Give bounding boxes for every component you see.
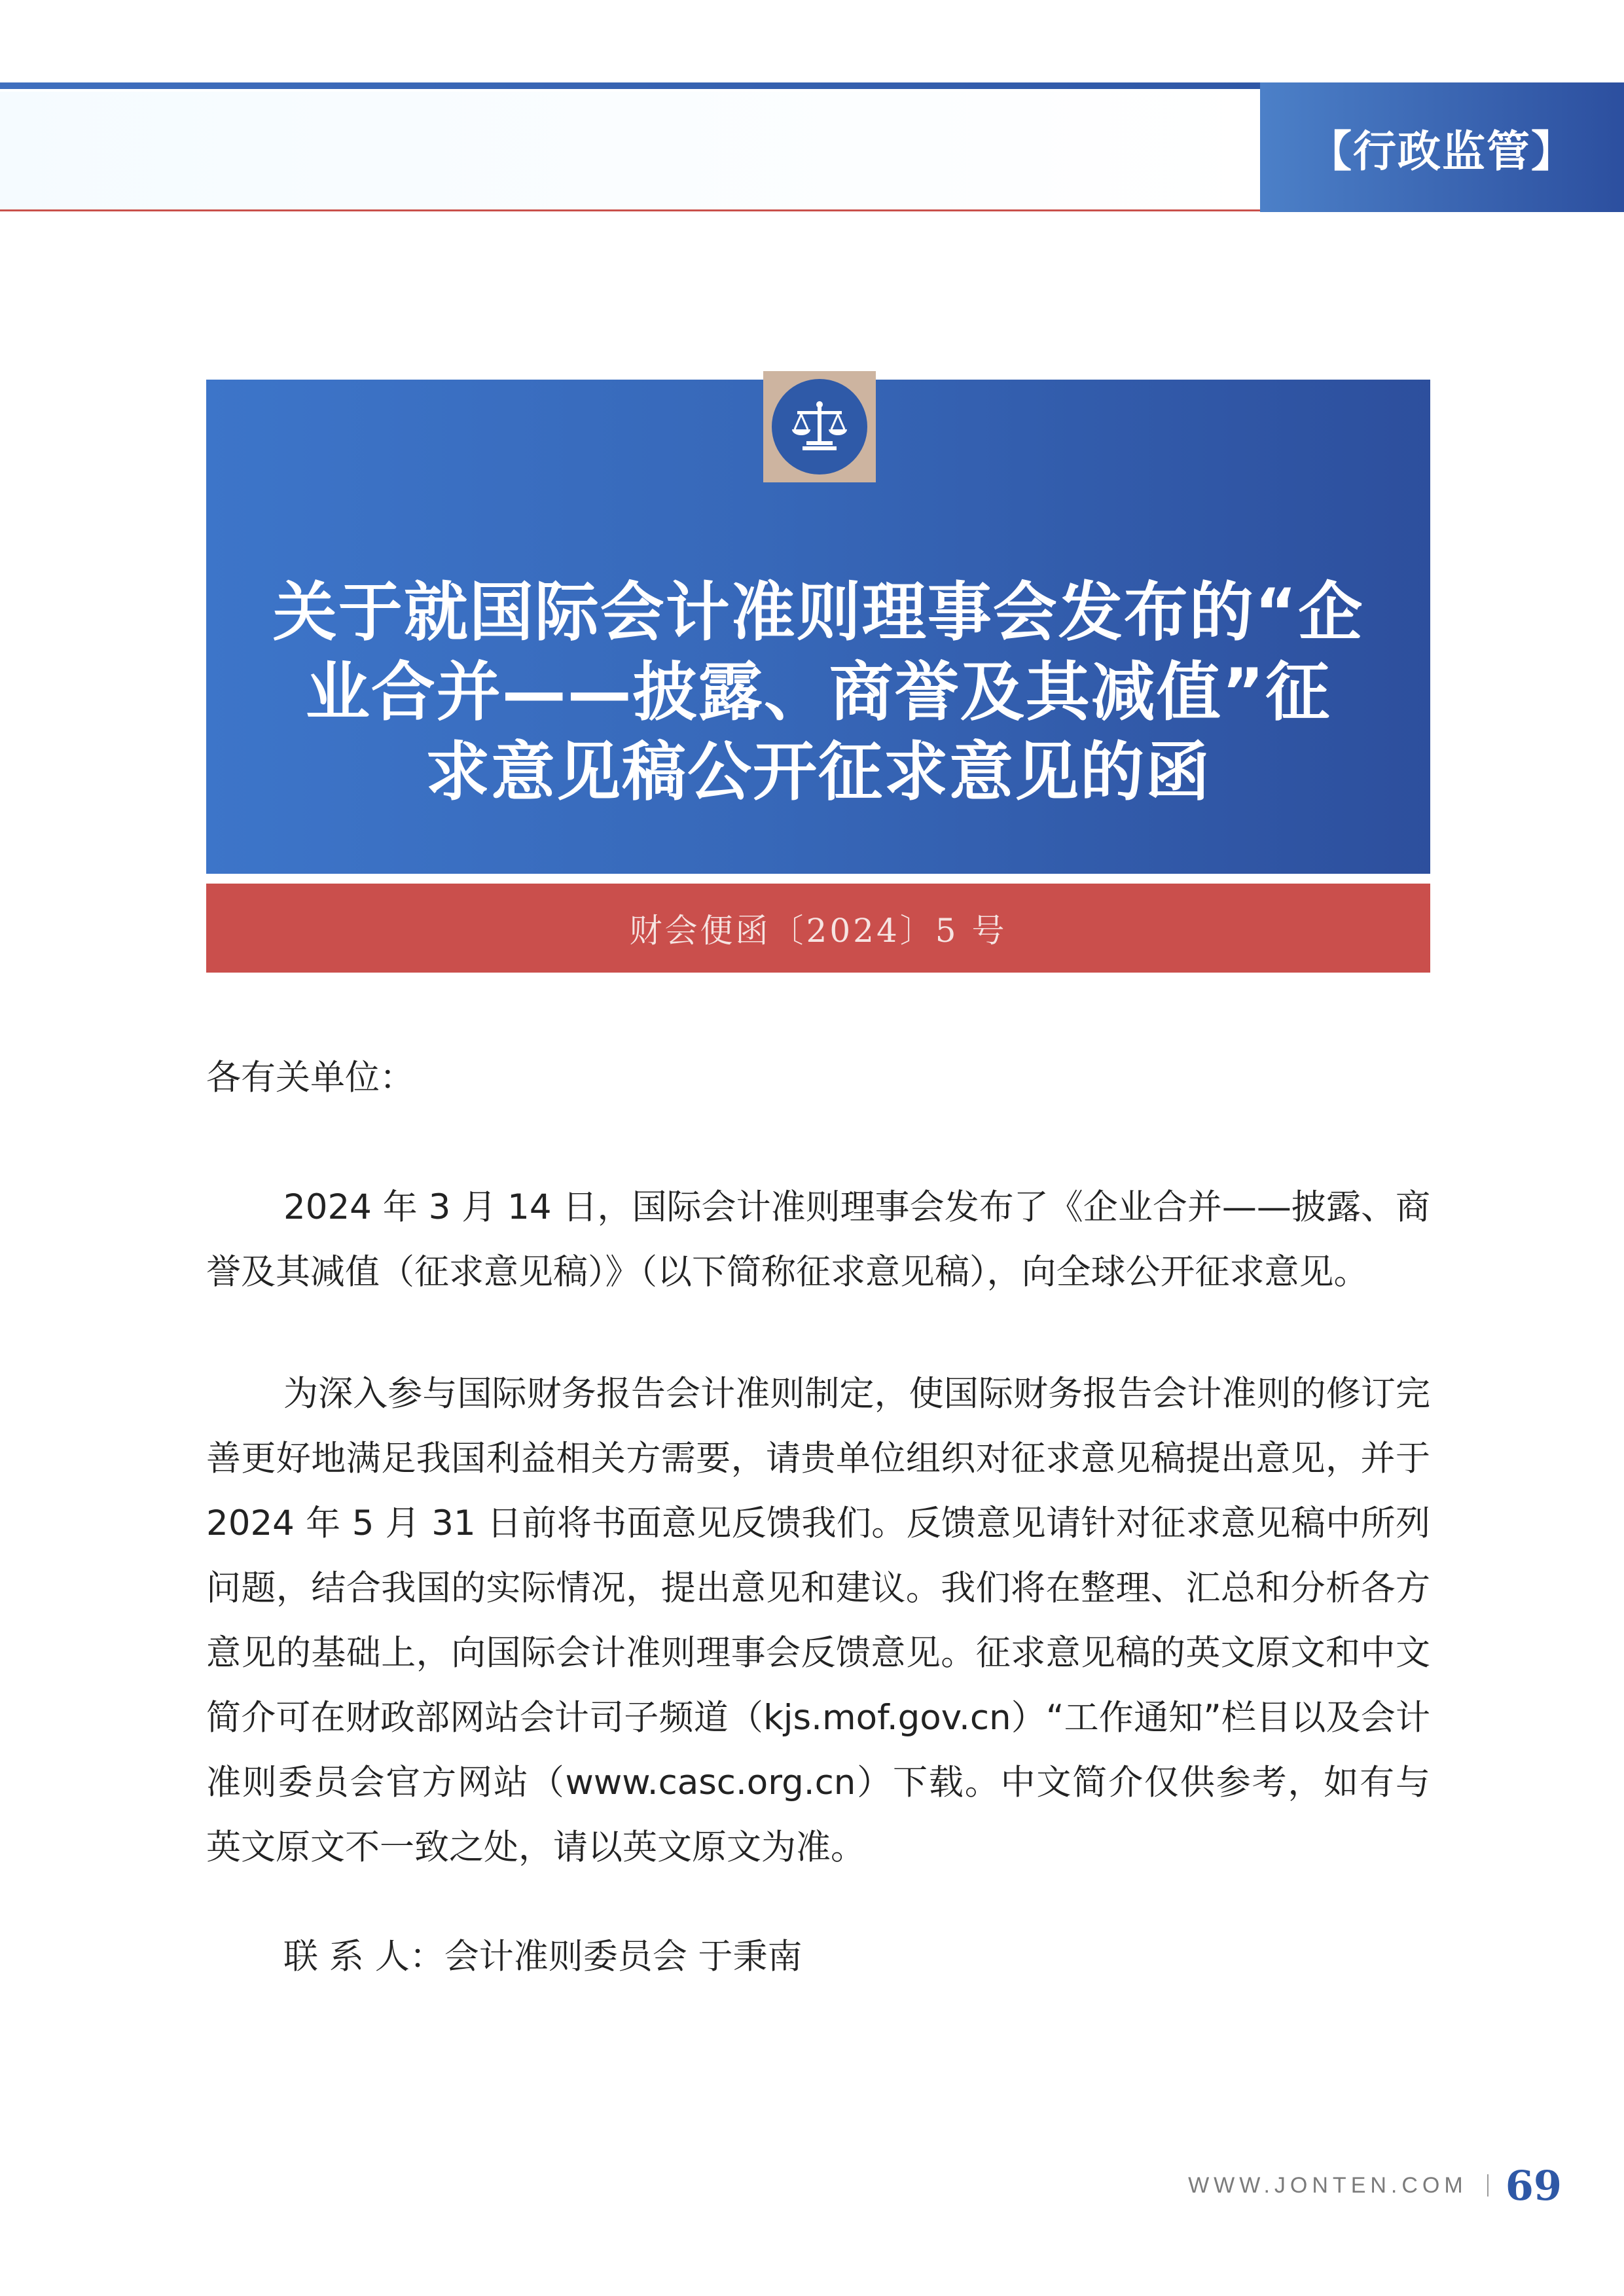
header-red-line bbox=[0, 209, 1260, 211]
salutation: 各有关单位： bbox=[206, 1058, 414, 1098]
doc-number: 财会便函〔2024〕5 号 bbox=[629, 912, 1007, 950]
title-line-3: 求意见稿公开征求意见的函 bbox=[425, 735, 1211, 810]
emblem-circle bbox=[772, 379, 867, 475]
doc-number-bar bbox=[206, 884, 1430, 973]
title-line-2: 业合并——披露、商誉及其减值”征 bbox=[305, 655, 1331, 730]
footer bbox=[1188, 2162, 1562, 2208]
emblem-frame bbox=[763, 371, 876, 482]
scales-of-justice-icon bbox=[788, 395, 851, 458]
document-title bbox=[232, 573, 1404, 812]
footer-website: WWW.JONTEN.COM bbox=[1188, 2172, 1468, 2198]
paragraph-1: 2024 年 3 月 14 日，国际会计准则理事会发布了《企业合并——披露、商誉及其减值（征求意见稿）》（以下简称征求意见稿），向全球公开征求意见。 bbox=[206, 1187, 1430, 1292]
footer-separator bbox=[1487, 2174, 1489, 2197]
page-number: 69 bbox=[1505, 2161, 1562, 2210]
title-line-1: 关于就国际会计准则理事会发布的“企 bbox=[272, 575, 1364, 650]
contact-line: 联 系 人：会计准则委员会 于秉南 bbox=[283, 1937, 803, 1977]
header-top-line bbox=[0, 82, 1260, 89]
section-tag bbox=[1260, 82, 1624, 212]
section-tag-label: 【行政监管】 bbox=[1308, 125, 1576, 177]
header-band bbox=[0, 92, 1260, 209]
paragraph-2: 为深入参与国际财务报告会计准则制定，使国际财务报告会计准则的修订完善更好地满足我国利益相关方需要，请贵单位组织对征求意见稿提出意见，并于 2024 年 5 月 31 日前将书面意见反馈我们。反馈意见请针对征求意见稿中所列问题，结合我国的实际情况，提出意见和建议。我们将在整理、汇总和分析各方意见的基础上，向国际会计准则理事会反馈意见。征求意见稿的英文原文和中文简介可在财政部网站会计司子频道（kjs.mof.gov.cn）“工作通知”栏目以及会计准则委员会官方网站（www.casc.org.cn）下载。中文简介仅供参考，如有与英文原文不一致之处，请以英文原文为准。 bbox=[206, 1374, 1430, 1867]
